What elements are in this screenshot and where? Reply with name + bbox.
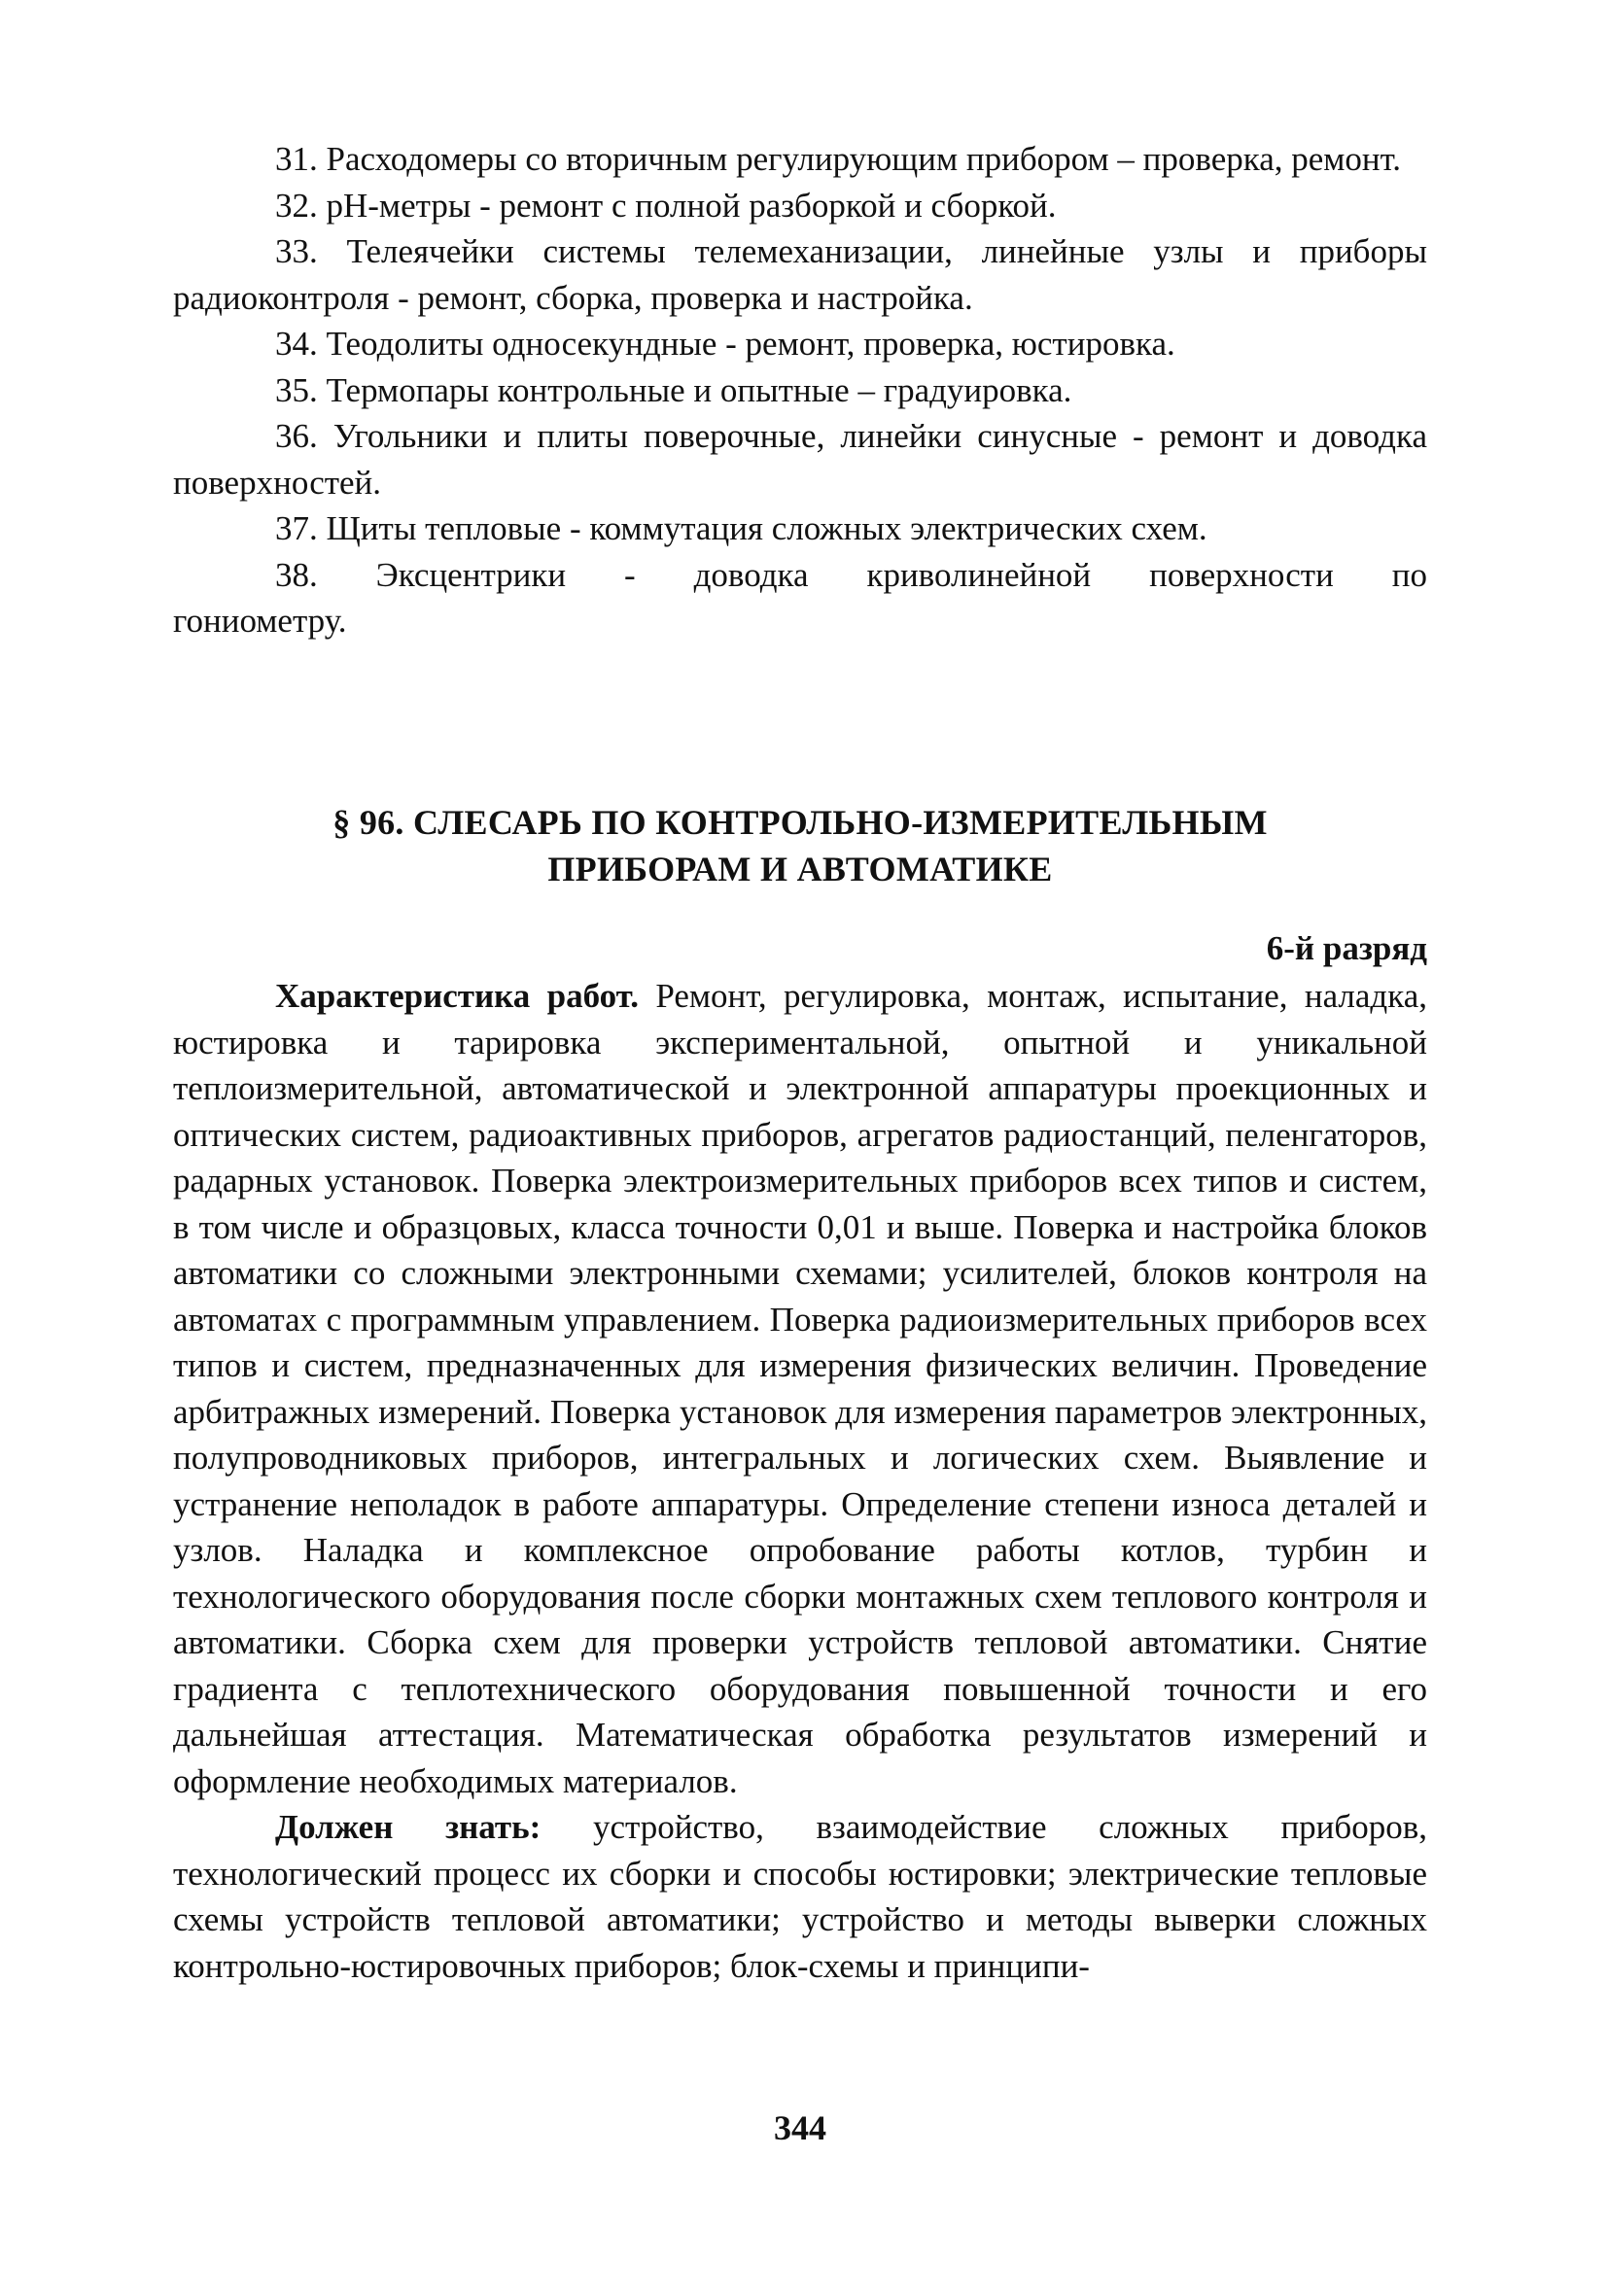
- section-heading-line2: ПРИБОРАМ И АВТОМАТИКЕ: [547, 850, 1053, 888]
- section-heading-line1: § 96. СЛЕСАРЬ ПО КОНТРОЛЬНО-ИЗМЕРИТЕЛЬНЫМ: [332, 803, 1268, 842]
- list-item: 35. Термопары контрольные и опытные – градуировка.: [275, 370, 1072, 409]
- section-body: [173, 973, 1427, 1989]
- section-heading: [173, 799, 1427, 892]
- characteristics-text: Ремонт, регулировка, монтаж, испытание, наладка, юстировка и тарировка экспериментальной, опытной и уникальной теплоизмерительной, автоматической и электронной аппаратуры проекционных и оптических систем, радиоактивных приборов, агрегатов радиостанций, пеленгаторов, радарных установок. Поверка электроизмерительных приборов всех типов и систем, в том числе и образцовых, класса точности 0,01 и выше. Поверка и настройка блоков автоматики со сложными электронными схемами; усилителей, блоков контроля на автоматах с программным управлением. Поверка радиоизмерительных приборов всех типов и систем, предназначенных для измерения физических величин. Проведение арбитражных измерений. Поверка установок для измерения параметров электронных, полупроводниковых приборов, интегральных и логических схем. Выявление и устранение неполадок в работе аппаратуры. Определение степени износа деталей и узлов. Наладка и комплексное опробование работы котлов, турбин и технологического оборудования после сборки монтажных схем теплового контроля и автоматики. Сборка схем для проверки устройств тепловой автоматики. Снятие градиента с теплотехнического оборудования повышенной точности и его дальнейшая аттестация. Математическая обработка результатов измерений и оформление необходимых материалов.: [173, 977, 1428, 1800]
- page-number: 344: [774, 2108, 826, 2147]
- list-item: 34. Теодолиты односекундные - ремонт, проверка, юстировка.: [275, 325, 1175, 363]
- must-know-paragraph: [173, 1804, 1427, 1989]
- characteristics-paragraph: [173, 973, 1427, 1804]
- list-item: 33. Телеячейки системы телемеханизации, линейные узлы и приборы радиоконтроля - ремонт, сборка, проверка и настройка.: [173, 232, 1427, 317]
- grade-label: 6-й разряд: [1266, 929, 1427, 967]
- must-know-text: устройство, взаимодействие сложных приборов, технологический процесс их сборки и способы юстировки; электрические тепловые схемы устройств тепловой автоматики; устройство и методы выверки сложных контрольно-юстировочных приборов; блок-схемы и принципи-: [173, 1808, 1427, 1985]
- characteristics-label: Характеристика работ.: [275, 977, 639, 1015]
- list-item: 31. Расходомеры со вторичным регулирующим прибором – проверка, ремонт.: [275, 140, 1402, 178]
- must-know-label: Должен знать:: [275, 1808, 542, 1846]
- list-item: 38. Эксцентрики - доводка криволинейной поверхности по гониометру.: [173, 555, 1427, 640]
- list-item: 32. pH-метры - ремонт с полной разборкой и сборкой.: [275, 186, 1057, 225]
- instrument-list: [173, 136, 1427, 644]
- list-item: 37. Щиты тепловые - коммутация сложных электрических схем.: [275, 509, 1207, 547]
- list-item: 36. Угольники и плиты поверочные, линейки синусные - ремонт и доводка поверхностей.: [173, 417, 1427, 502]
